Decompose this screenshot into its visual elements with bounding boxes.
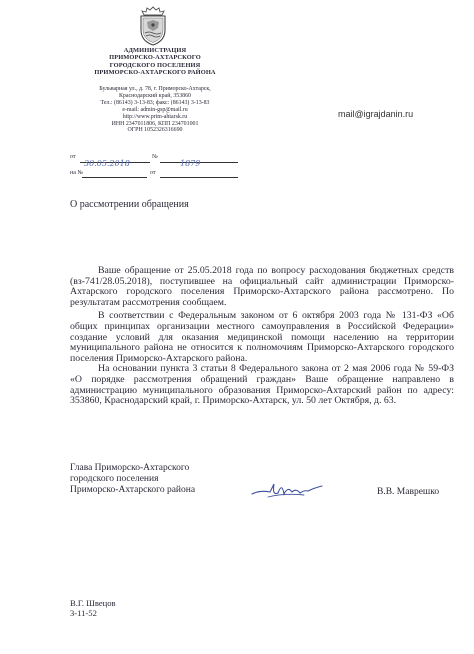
reference-number-label: на №: [70, 170, 84, 176]
body-paragraph: Ваше обращение от 25.05.2018 года по вопросу расходования бюджетных средств (вз-741/28.05.2018), поступившее на официальный сайт администрации Приморско-Ахтарского городского поселения Приморско-Ахтарского района рассмотрено. По результатам рассмотрения сообщаем.: [70, 265, 454, 308]
signatory-title-line: Приморско-Ахтарского района: [70, 485, 196, 496]
executor-info: [70, 598, 116, 619]
address-line: http://www.prim-ahtarsk.ru: [122, 113, 188, 120]
handwritten-signature: [250, 476, 326, 504]
address-line: ИНН 2347011806, КПП 234701001: [111, 120, 199, 127]
executor-name: В.Г. Швецов: [70, 598, 116, 608]
organization-name: [70, 47, 240, 77]
recipient-email: mail@igrajdanin.ru: [338, 109, 414, 119]
signatory-title-line: Глава Приморско-Ахтарского: [70, 463, 190, 473]
org-line: АДМИНИСТРАЦИЯ: [123, 47, 187, 54]
signatory-name: В.В. Маврешко: [377, 487, 440, 497]
registration-date-value: 30.05.2018: [84, 159, 130, 168]
body-paragraph: В соответствии с Федеральным законом от 6 октября 2003 года № 131-ФЗ «Об общих принципах организации местного самоуправления в Российской Федерации» создание условий для оказания медицинской помощи населению на территории муниципального района не относится к полномочиям Приморско-Ахтарского городского поселения Приморско-Ахтарского района.: [70, 310, 454, 364]
org-line: ГОРОДСКОГО ПОСЕЛЕНИЯ: [109, 61, 201, 69]
org-line: ПРИМОРСКО-АХТАРСКОГО РАЙОНА: [94, 69, 216, 77]
reference-date-label: от: [150, 170, 156, 176]
signatory-title-line: городского поселения: [70, 474, 159, 485]
address-line: Тел.: (86143) 3-13-83; факс: (86143) 3-13-83: [100, 99, 210, 106]
reference-number-field: [82, 169, 147, 178]
body-paragraph: На основании пункта 3 статьи 8 Федерального закона от 2 мая 2006 года № 59-ФЗ «О порядке рассмотрения обращений граждан» Ваше обращение направлено в администрацию муниципального образования Приморско-Ахтарский район по адресу: 353860, Краснодарский край, г. Приморско-Ахтарск, ул. 50 лет Октября, д. 63.: [70, 363, 454, 407]
address-line: e-mail: admin-gsp@mail.ru: [122, 106, 188, 113]
address-line: Бульварная ул., д. 78, г. Приморско-Ахтарск,: [99, 86, 211, 92]
registration-date-field: [80, 153, 150, 168]
registration-number-field: [160, 153, 238, 168]
address-line: ОГРН 1052326316690: [127, 127, 183, 134]
reference-date-field: [160, 169, 238, 178]
letter-body: [70, 266, 454, 407]
address-line: Краснодарский край, 353860: [118, 92, 192, 99]
registration-date-label: от: [70, 154, 76, 160]
organization-address: [70, 86, 240, 134]
signatory-title: [70, 463, 195, 497]
org-line: ПРИМОРСКО-АХТАРСКОГО: [109, 54, 201, 62]
letter-subject: О рассмотрении обращения: [70, 199, 189, 210]
coat-of-arms-emblem: [136, 6, 170, 46]
registration-number-value: 1879: [180, 159, 201, 168]
registration-number-label: №: [152, 154, 158, 160]
executor-phone: 3-11-52: [70, 608, 97, 619]
